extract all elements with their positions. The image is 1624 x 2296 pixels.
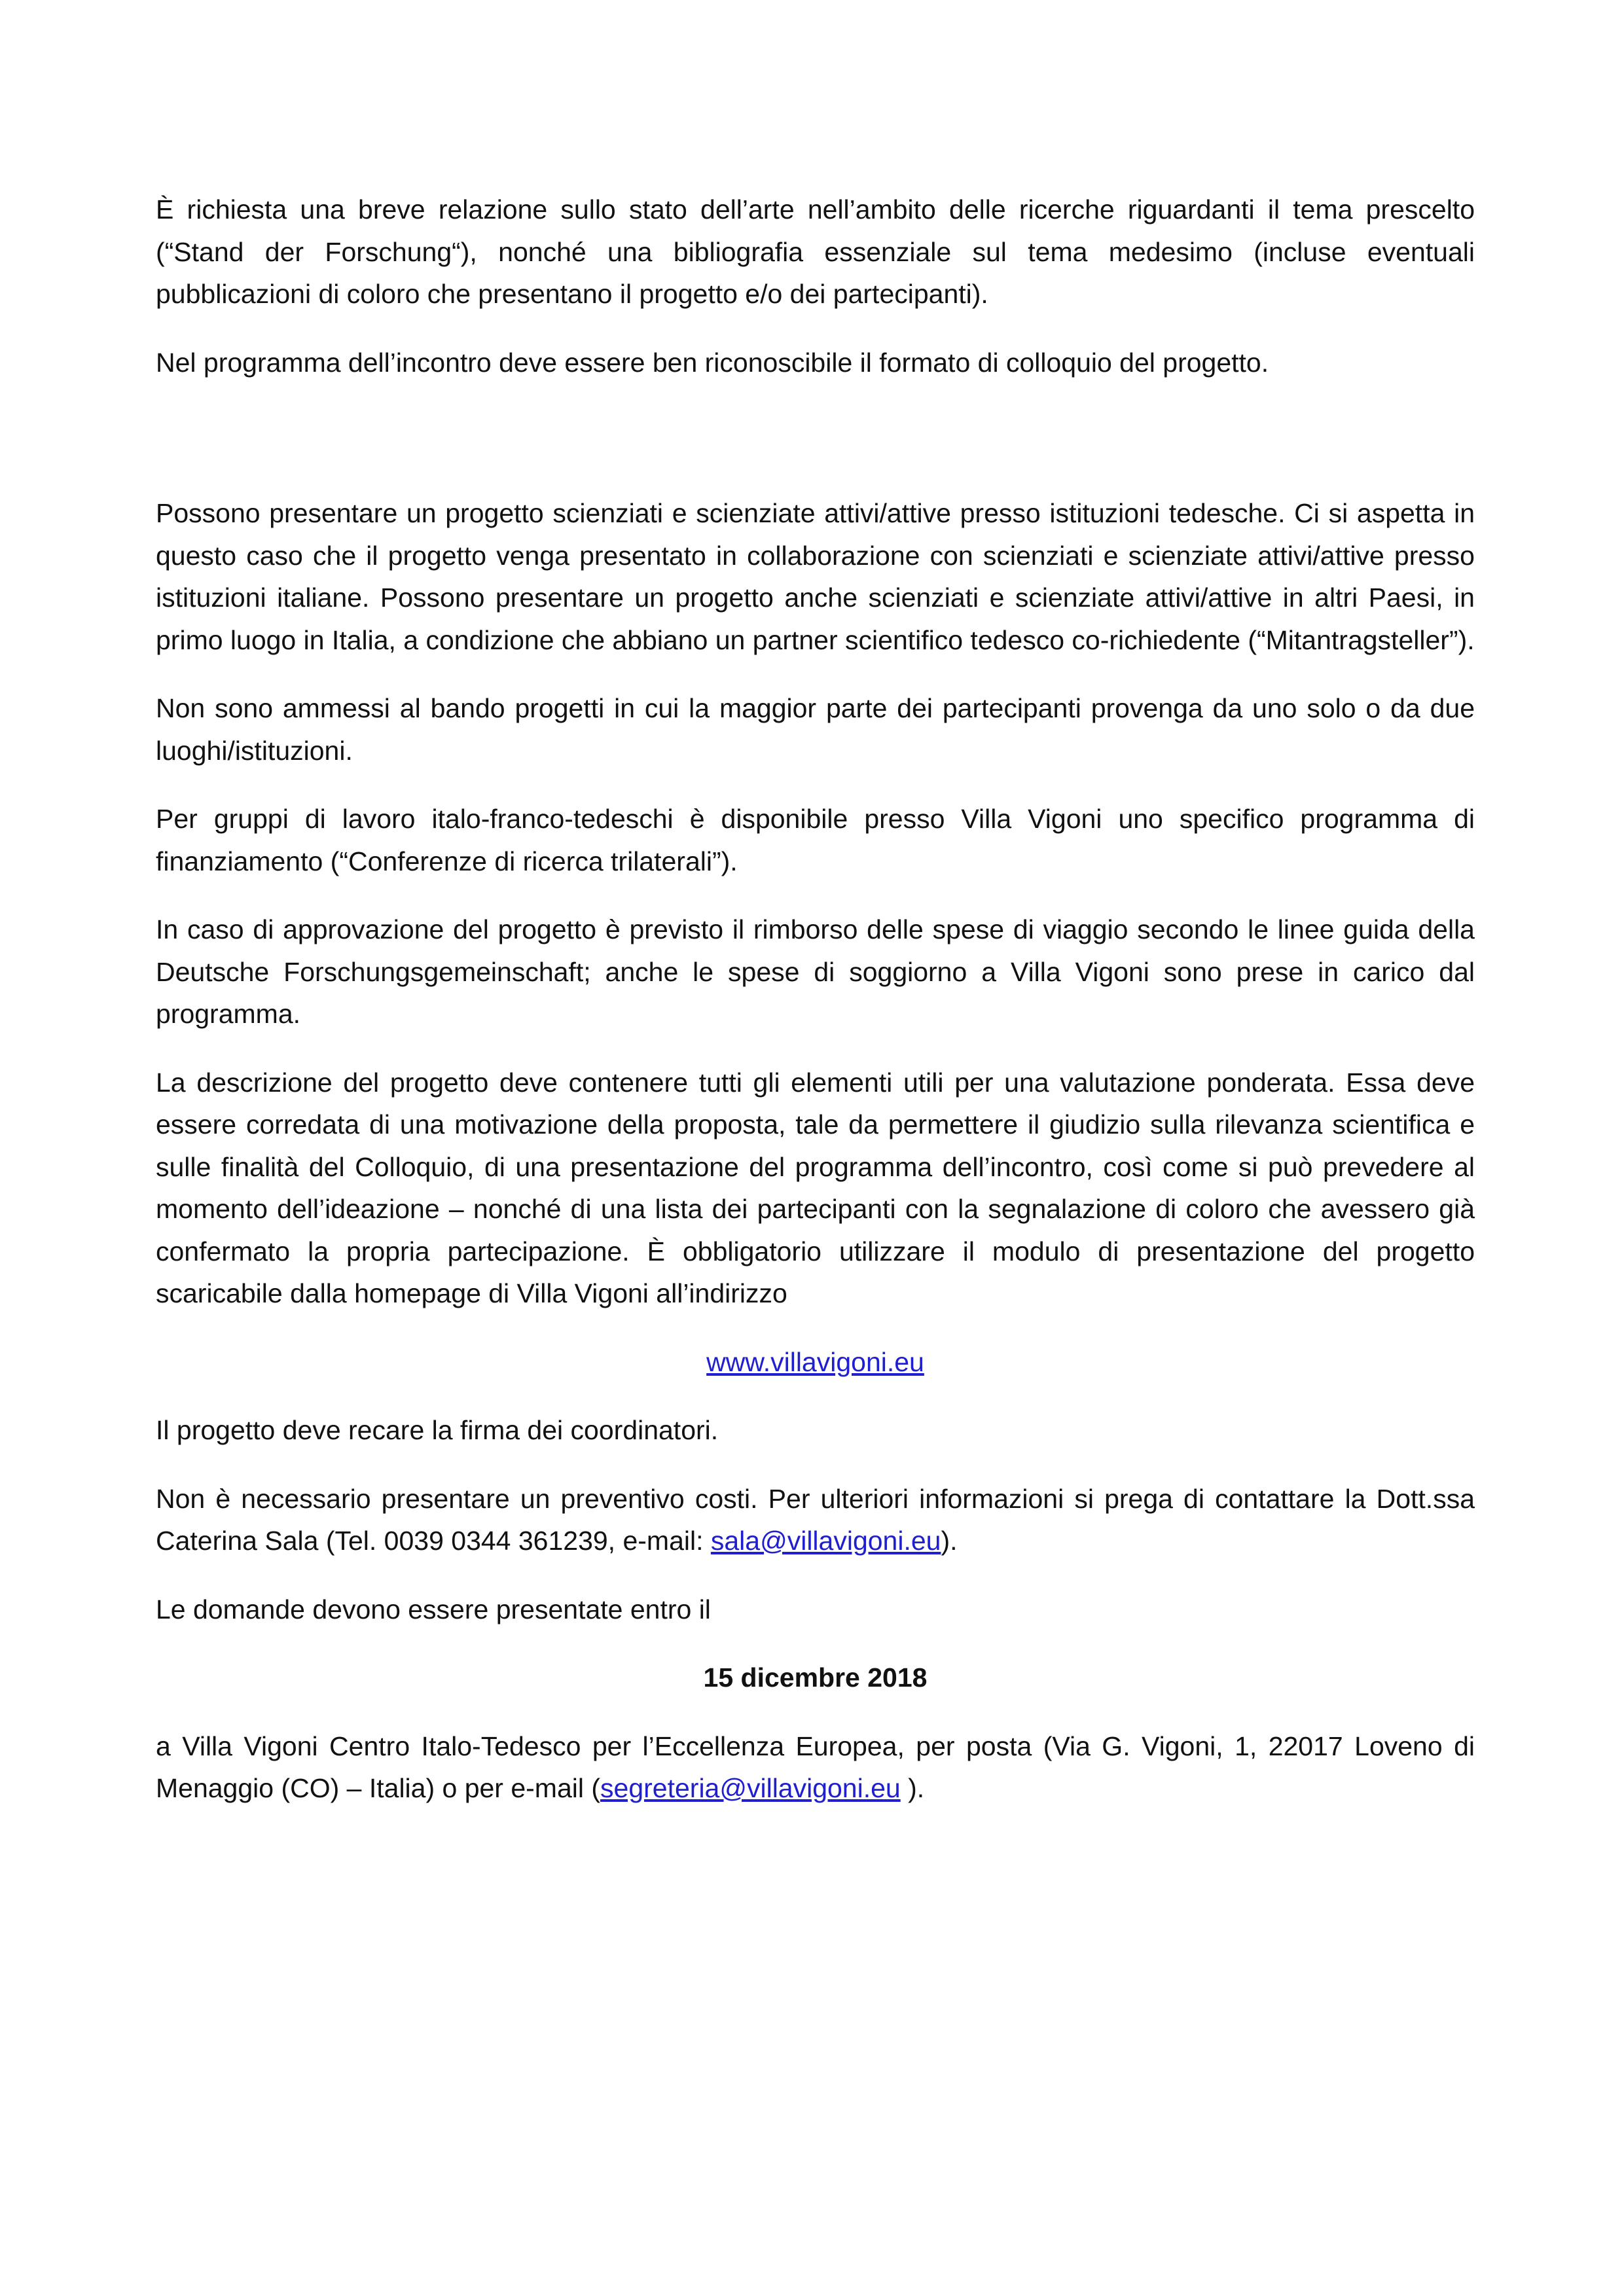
- deadline-date: 15 dicembre 2018: [703, 1662, 928, 1693]
- paragraph-signature: Il progetto deve recare la firma dei coordinatori.: [156, 1415, 719, 1445]
- secretariat-email-link[interactable]: segreteria@villavigoni.eu: [600, 1773, 901, 1803]
- paragraph-trilateral: Per gruppi di lavoro italo-franco-tedeschi è disponibile presso Villa Vigoni uno specifico programma di finanziamento (“Conferenze di ricerca trilaterali”).: [156, 804, 1475, 876]
- paragraph-address: [156, 1725, 1475, 1810]
- paragraph-description: La descrizione del progetto deve contenere tutti gli elementi utili per una valutazione ponderata. Essa deve essere corredata di una motivazione della proposta, tale da permettere il giudizio sulla rilevanza scientifica e sulle finalità del Colloquio, di una presentazione del programma dell’incontro, così come si può prevedere al momento dell’ideazione – nonché di una lista dei partecipanti con la segnalazione di coloro che avessero già confermato la propria partecipazione. È obbligatorio utilizzare il modulo di presentazione del progetto scaricabile dalla homepage di Villa Vigoni all’indirizzo: [156, 1067, 1475, 1308]
- section-spacer: [156, 410, 1475, 492]
- website-line: [156, 1341, 1475, 1384]
- paragraph-contact: [156, 1478, 1475, 1562]
- website-link[interactable]: www.villavigoni.eu: [706, 1346, 924, 1377]
- paragraph-exclusions: Non sono ammessi al bando progetti in cui la maggior parte dei partecipanti provenga da uno solo o da due luoghi/istituzioni.: [156, 693, 1475, 766]
- paragraph-colloquium-format: Nel programma dell’incontro deve essere ben riconoscibile il formato di colloquio del progetto.: [156, 347, 1269, 378]
- contact-email-link[interactable]: sala@villavigoni.eu: [710, 1526, 941, 1556]
- paragraph-eligibility: Possono presentare un progetto scienziati e scienziate attivi/attive presso istituzioni tedesche. Ci si aspetta in questo caso che il progetto venga presentato in collaborazione con scienziati e scienziate attivi/attive presso istituzioni italiane. Possono presentare un progetto anche scienziati e scienziate attivi/attive in altri Paesi, in primo luogo in Italia, a condizione che abbiano un partner scientifico tedesco co-richiedente (“Mitantragsteller”).: [156, 498, 1475, 655]
- address-text-end: ).: [900, 1773, 925, 1803]
- contact-text: Non è necessario presentare un preventivo costi. Per ulteriori informazioni si prega di contattare la Dott.ssa Caterina Sala (Tel. 0039 0344 361239, e-mail:: [156, 1483, 1475, 1556]
- paragraph-submission: Le domande devono essere presentate entro il: [156, 1594, 711, 1624]
- paragraph-state-of-art: È richiesta una breve relazione sullo stato dell’arte nell’ambito delle ricerche riguardanti il tema prescelto (“Stand der Forschung“), nonché una bibliografia essenziale sul tema medesimo (incluse eventuali pubblicazioni di coloro che presentano il progetto e/o dei partecipanti).: [156, 194, 1475, 309]
- contact-text-end: ).: [941, 1526, 958, 1556]
- paragraph-reimbursement: In caso di approvazione del progetto è previsto il rimborso delle spese di viaggio secondo le linee guida della Deutsche Forschungsgemeinschaft; anche le spese di soggiorno a Villa Vigoni sono prese in carico dal programma.: [156, 914, 1475, 1029]
- address-text: a Villa Vigoni Centro Italo-Tedesco per l’Eccellenza Europea, per posta (Via G. Vigoni, 1, 22017 Loveno di Menaggio (CO) – Italia) o per e-mail (: [156, 1731, 1475, 1803]
